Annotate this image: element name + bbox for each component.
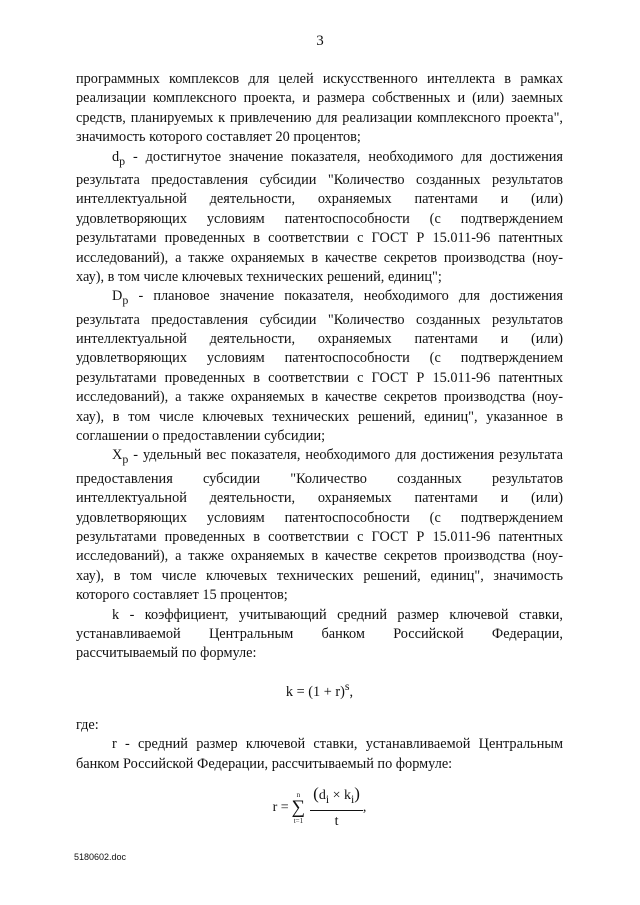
sum-sign <box>292 791 306 825</box>
paragraph-D-text: - плановое значение показателя, необходимого для достижения результата предоставления субсидии "Количество созданных результатов интеллектуальной деятельности, охраняемых патентами и (или) удовлетворяющих условиям патентоспособности (с подтверждением результатами проведенных в соответствии с ГОСТ Р 15.011-96 патентных исследований), а также охраняемых в качестве секретов производства (ноу-хау), в том числе ключевых технических решений, единиц", указанное в соглашении о предоставлении субсидии; <box>76 288 563 445</box>
where-label: где: <box>76 716 99 733</box>
formula-k-tail: , <box>349 683 354 700</box>
formula-k-exponent: s <box>344 678 350 693</box>
paragraph-d-p <box>76 148 563 288</box>
formula-k-lhs: k = (1 + r) <box>285 683 345 700</box>
sigma-icon: ∑ <box>291 796 306 818</box>
fraction-numerator: $(d_i \times k_i)$ <box>310 784 363 811</box>
formula-r <box>76 784 563 832</box>
formula-r-lhs: r = <box>272 800 289 816</box>
paragraph-continuation: программных комплексов для целей искусственного интеллекта в рамках реализации комплексного проекта, и размера собственных и (или) заемных средств, планируемых к привлечению для реализации комплексного проекта", значимость которого составляет 20 процентов; <box>76 71 563 146</box>
symbol-d: d <box>112 148 120 165</box>
sum-upper-limit: n <box>296 790 301 799</box>
fraction-denominator: t <box>334 814 339 830</box>
subscript-p: p <box>122 293 129 308</box>
paragraph-X-p <box>76 446 563 605</box>
paragraph-d-text: - достигнутое значение показателя, необходимого для достижения результата предоставления субсидии "Количество созданных результатов интеллектуальной деятельности, охраняемых патентами и (или) удовлетворяющих условиям патентоспособности (с подтверждением результатами проведенных в соответствии с ГОСТ Р 15.011-96 патентных исследований), а также охраняемых в качестве секретов производства (ноу-хау), в том числе ключевых технических решений, единиц"; <box>76 148 563 285</box>
page-number: 3 <box>316 33 324 49</box>
symbol-D: D <box>112 288 123 305</box>
formula-r-tail: , <box>362 800 367 816</box>
footer-filename: 5180602.doc <box>74 852 127 862</box>
formula-r-fraction <box>310 784 363 832</box>
paragraph-k: k - коэффициент, учитывающий средний размер ключевой ставки, устанавливаемой Центральным банком Российской Федерации, рассчитываемый по формуле: <box>76 606 563 662</box>
subscript-p: p <box>122 452 129 467</box>
document-body <box>76 70 563 832</box>
paragraph-X-text: - удельный вес показателя, необходимого для достижения результата предоставления субсидии "Количество созданных результатов интеллектуальной деятельности, охраняемых патентами и (или) удовлетворяющих условиям патентоспособности (с подтверждением результатами проведенных в соответствии с ГОСТ Р 15.011-96 патентных исследований), а также охраняемых в качестве секретов производства (ноу-хау), в том числе ключевых технических решений, единиц", значимость которого составляет 15 процентов; <box>76 447 563 604</box>
symbol-X: X <box>112 447 123 464</box>
paragraph-r: r - средний размер ключевой ставки, устанавливаемой Центральным банком Российской Федерации, рассчитываемый по формуле: <box>76 736 563 772</box>
subscript-p: p <box>119 153 126 168</box>
formula-k <box>76 677 563 702</box>
paragraph-D-p <box>76 287 563 446</box>
sum-lower-limit: t=1 <box>293 816 304 825</box>
